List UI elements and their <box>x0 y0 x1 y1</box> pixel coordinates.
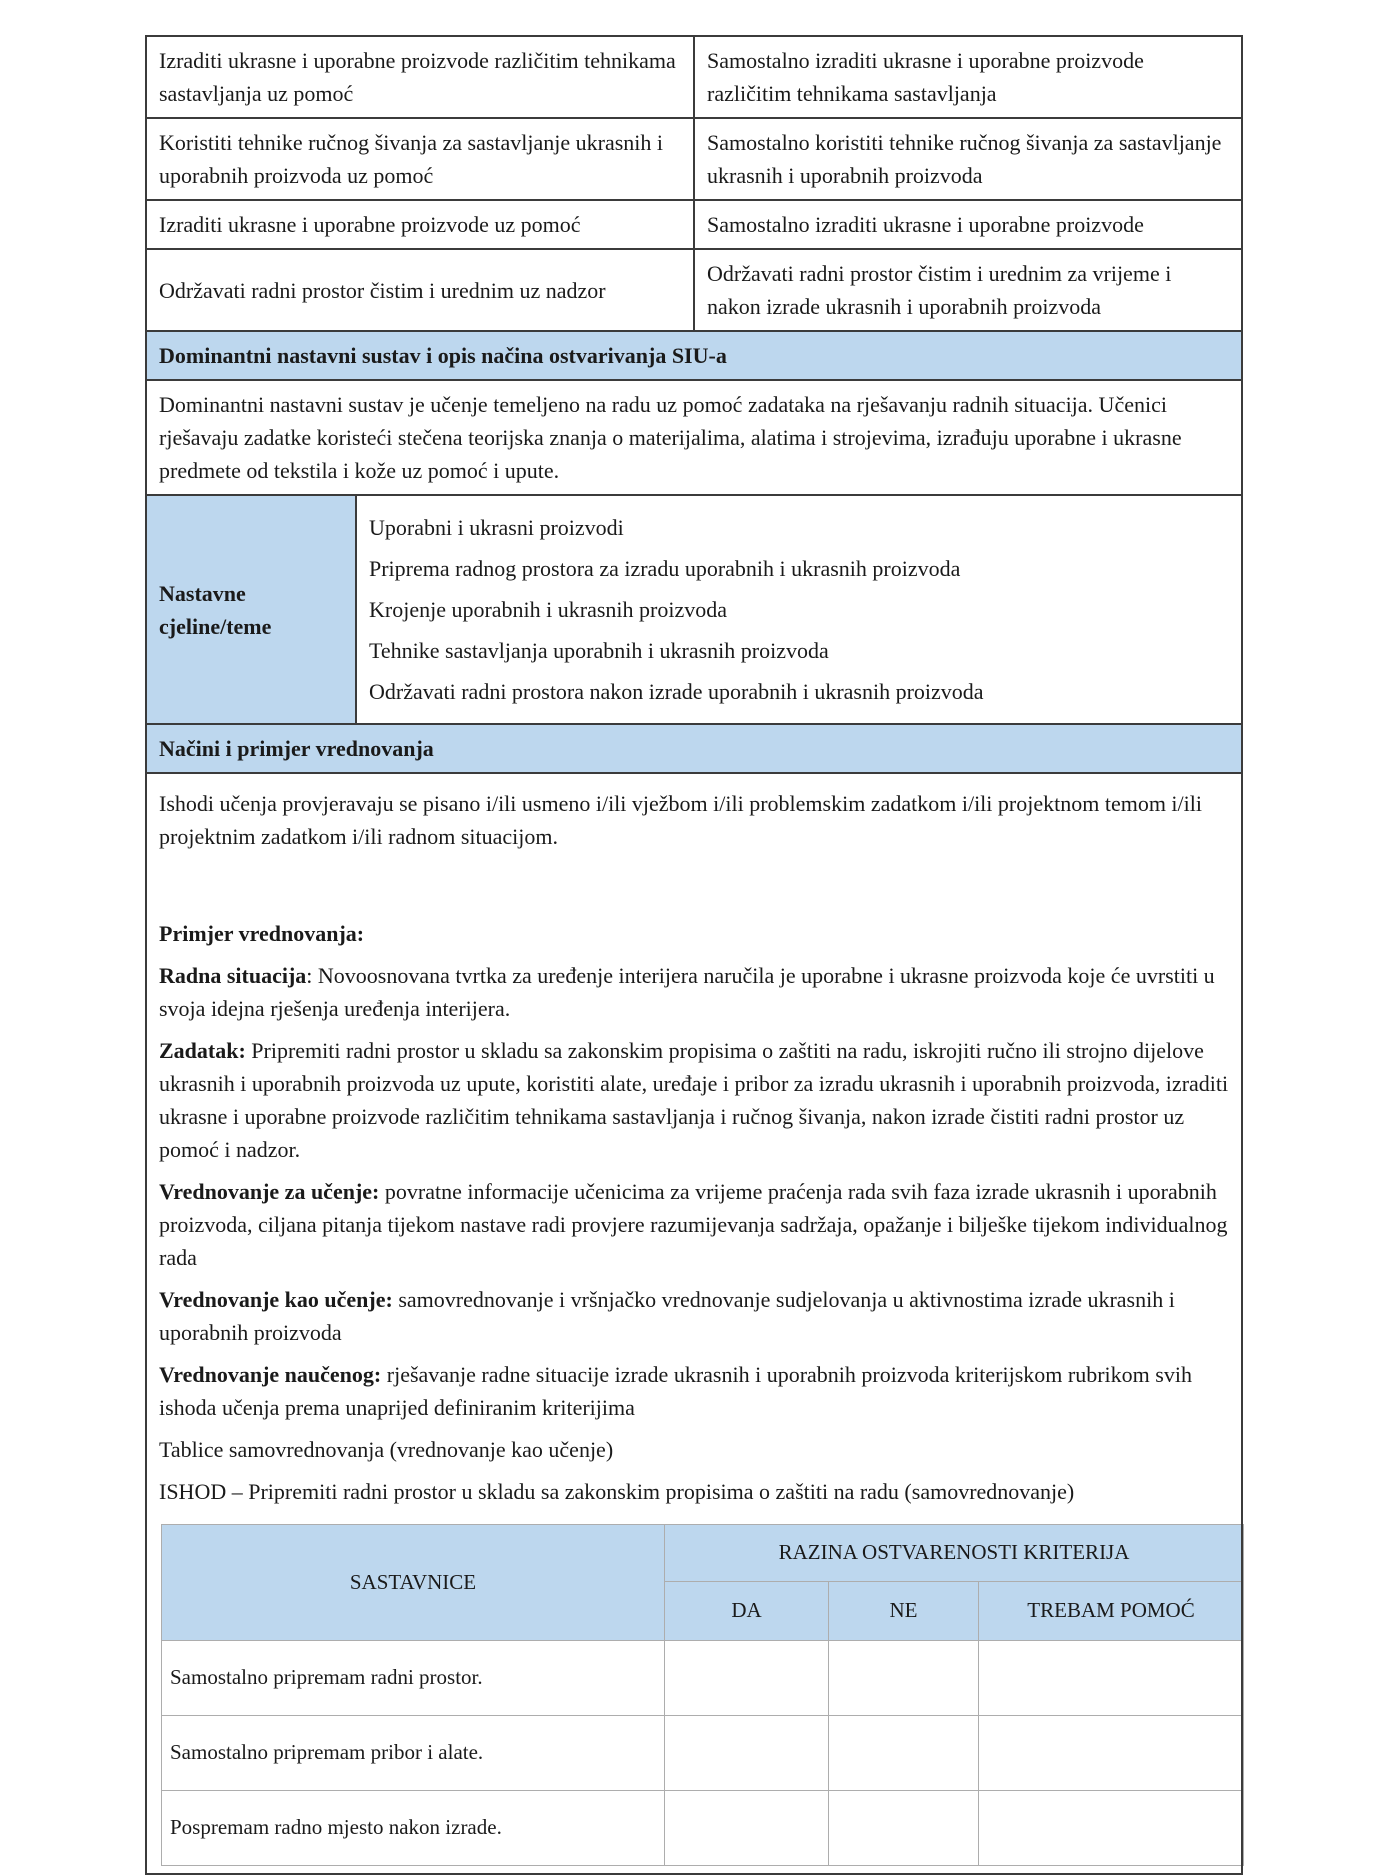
cjeline-topics <box>356 495 1242 724</box>
selfcheck-trebam-pomoc-header: TREBAM POMOĆ <box>979 1582 1244 1641</box>
section-header-row <box>146 331 1242 380</box>
outcome-left: Koristiti tehnike ručnog šivanja za sastavljanje ukrasnih i uporabnih proizvoda uz pomoć <box>146 118 694 200</box>
da-cell-empty <box>665 1641 829 1716</box>
cjeline-label: Nastavne cjeline/teme <box>146 495 356 724</box>
da-cell-empty <box>665 1716 829 1791</box>
topic-item: Tehnike sastavljanja uporabnih i ukrasnih proizvoda <box>369 638 829 663</box>
criterion-label: Pospremam radno mjesto nakon izrade. <box>162 1791 665 1866</box>
paragraph-text: : Novoosnovana tvrtka za uređenje interijera naručila je uporabne i ukrasne proizvoda koje će uvrstiti u svoja idejna rješenja uređenja interijera. <box>159 963 1215 1021</box>
outcome-left: Izraditi ukrasne i uporabne proizvode različitim tehnikama sastavljanja uz pomoć <box>146 36 694 118</box>
outcome-left: Izraditi ukrasne i uporabne proizvode uz pomoć <box>146 200 694 249</box>
paragraph-lead: Vrednovanje naučenog: <box>159 1362 382 1387</box>
selfcheck-ne-header: NE <box>829 1582 979 1641</box>
outcome-right: Samostalno izraditi ukrasne i uporabne proizvode <box>694 200 1242 249</box>
paragraph-text: ISHOD – Pripremiti radni prostor u skladu sa zakonskim propisima o zaštiti na radu (samovrednovanje) <box>159 1479 1075 1504</box>
paragraph-vrednovanje-kao-ucenje <box>159 1283 1229 1349</box>
selfcheck-row <box>162 1716 1244 1791</box>
paragraph-vrednovanje-naucenog <box>159 1358 1229 1424</box>
paragraph-radna-situacija <box>159 959 1229 1025</box>
paragraph-text: samovrednovanje i vršnjačko vrednovanje sudjelovanja u aktivnostima izrade ukrasnih i uporabnih proizvoda <box>159 1287 1175 1345</box>
section-body-row <box>146 380 1242 495</box>
selfcheck-col1-header: SASTAVNICE <box>162 1525 665 1641</box>
section-header-row <box>146 724 1242 773</box>
vrednovanje-content <box>146 773 1242 1874</box>
paragraph-text: povratne informacije učenicima za vrijeme praćenja rada svih faza izrade ukrasnih i uporabnih proizvoda, ciljana pitanja tijekom nastave radi provjere razumijevanja sadržaja, opažanje i bilješke tijekom individualnog rada <box>159 1179 1228 1270</box>
outcome-right: Samostalno koristiti tehnike ručnog šivanja za sastavljanje ukrasnih i uporabnih proizvoda <box>694 118 1242 200</box>
da-cell-empty <box>665 1791 829 1866</box>
paragraph-text: Tablice samovrednovanja (vrednovanje kao učenje) <box>159 1437 614 1462</box>
paragraph-text: rješavanje radne situacije izrade ukrasnih i uporabnih proizvoda kriterijskom rubrikom svih ishoda učenja prema unaprijed definiranim kriterijima <box>159 1362 1192 1420</box>
topic-item: Uporabni i ukrasni proizvodi <box>369 515 624 540</box>
paragraph-lead: Radna situacija <box>159 963 307 988</box>
topic-item: Održavati radni prostora nakon izrade uporabnih i ukrasnih proizvoda <box>369 679 984 704</box>
section-title-sustav: Dominantni nastavni sustav i opis načina ostvarivanja SIU-a <box>146 331 1242 380</box>
sustav-description: Dominantni nastavni sustav je učenje temeljeno na radu uz pomoć zadataka na rješavanju radnih situacija. Učenici rješavaju zadatke koristeći stečena teorijska znanja o materijalima, alatima i strojevima, izrađuju uporabne i ukrasne predmete od tekstila i kože uz pomoć i upute. <box>146 380 1242 495</box>
outcome-right: Održavati radni prostor čistim i urednim za vrijeme i nakon izrade ukrasnih i uporabnih proizvoda <box>694 249 1242 331</box>
vrednovanje-intro: Ishodi učenja provjeravaju se pisano i/ili usmeno i/ili vježbom i/ili problemskim zadatkom i/ili projektnom temom i/ili projektnim zadatkom i/ili radnom situacijom. <box>159 791 1202 849</box>
paragraph-zadatak <box>159 1034 1229 1166</box>
criterion-label: Samostalno pripremam pribor i alate. <box>162 1716 665 1791</box>
trebam-pomoc-cell-empty <box>979 1791 1244 1866</box>
selfcheck-da-header: DA <box>665 1582 829 1641</box>
trebam-pomoc-cell-empty <box>979 1716 1244 1791</box>
primjer-label: Primjer vrednovanja: <box>159 921 365 946</box>
document-page <box>145 35 1241 1875</box>
topic-item: Priprema radnog prostora za izradu uporabnih i ukrasnih proizvoda <box>369 556 961 581</box>
curriculum-table <box>145 35 1243 1875</box>
selfcheck-header-row <box>162 1525 1244 1582</box>
outcome-row <box>146 118 1242 200</box>
topic-item: Krojenje uporabnih i ukrasnih proizvoda <box>369 597 728 622</box>
outcome-row <box>146 200 1242 249</box>
outcome-right: Samostalno izraditi ukrasne i uporabne proizvode različitim tehnikama sastavljanja <box>694 36 1242 118</box>
paragraph-lead: Zadatak: <box>159 1038 246 1063</box>
cjeline-row <box>146 495 1242 724</box>
criterion-label: Samostalno pripremam radni prostor. <box>162 1641 665 1716</box>
selfcheck-table <box>161 1524 1244 1866</box>
selfcheck-group-header: RAZINA OSTVARENOSTI KRITERIJA <box>665 1525 1244 1582</box>
paragraph-tablice <box>159 1433 1229 1466</box>
ne-cell-empty <box>829 1716 979 1791</box>
selfcheck-row <box>162 1641 1244 1716</box>
ne-cell-empty <box>829 1791 979 1866</box>
ne-cell-empty <box>829 1641 979 1716</box>
paragraph-text: Pripremiti radni prostor u skladu sa zakonskim propisima o zaštiti na radu, iskrojiti ručno ili strojno dijelove ukrasnih i uporabnih proizvoda uz upute, koristiti alate, uređaje i pribor za izradu ukrasnih i uporabnih proizvoda, izraditi ukrasne i uporabne proizvode različitim tehnikama sastavljanja i ručnog šivanja, nakon izrade čistiti radni prostor uz pomoć i nadzor. <box>159 1038 1229 1162</box>
paragraph-lead: Vrednovanje kao učenje: <box>159 1287 393 1312</box>
vrednovanje-content-row <box>146 773 1242 1874</box>
outcome-row <box>146 249 1242 331</box>
outcome-row <box>146 36 1242 118</box>
outcome-left: Održavati radni prostor čistim i urednim uz nadzor <box>146 249 694 331</box>
paragraph-vrednovanje-za-ucenje <box>159 1175 1229 1274</box>
paragraph-ishod <box>159 1475 1229 1508</box>
paragraph-lead: Vrednovanje za učenje: <box>159 1179 380 1204</box>
trebam-pomoc-cell-empty <box>979 1641 1244 1716</box>
section-title-vrednovanje: Načini i primjer vrednovanja <box>146 724 1242 773</box>
selfcheck-row <box>162 1791 1244 1866</box>
